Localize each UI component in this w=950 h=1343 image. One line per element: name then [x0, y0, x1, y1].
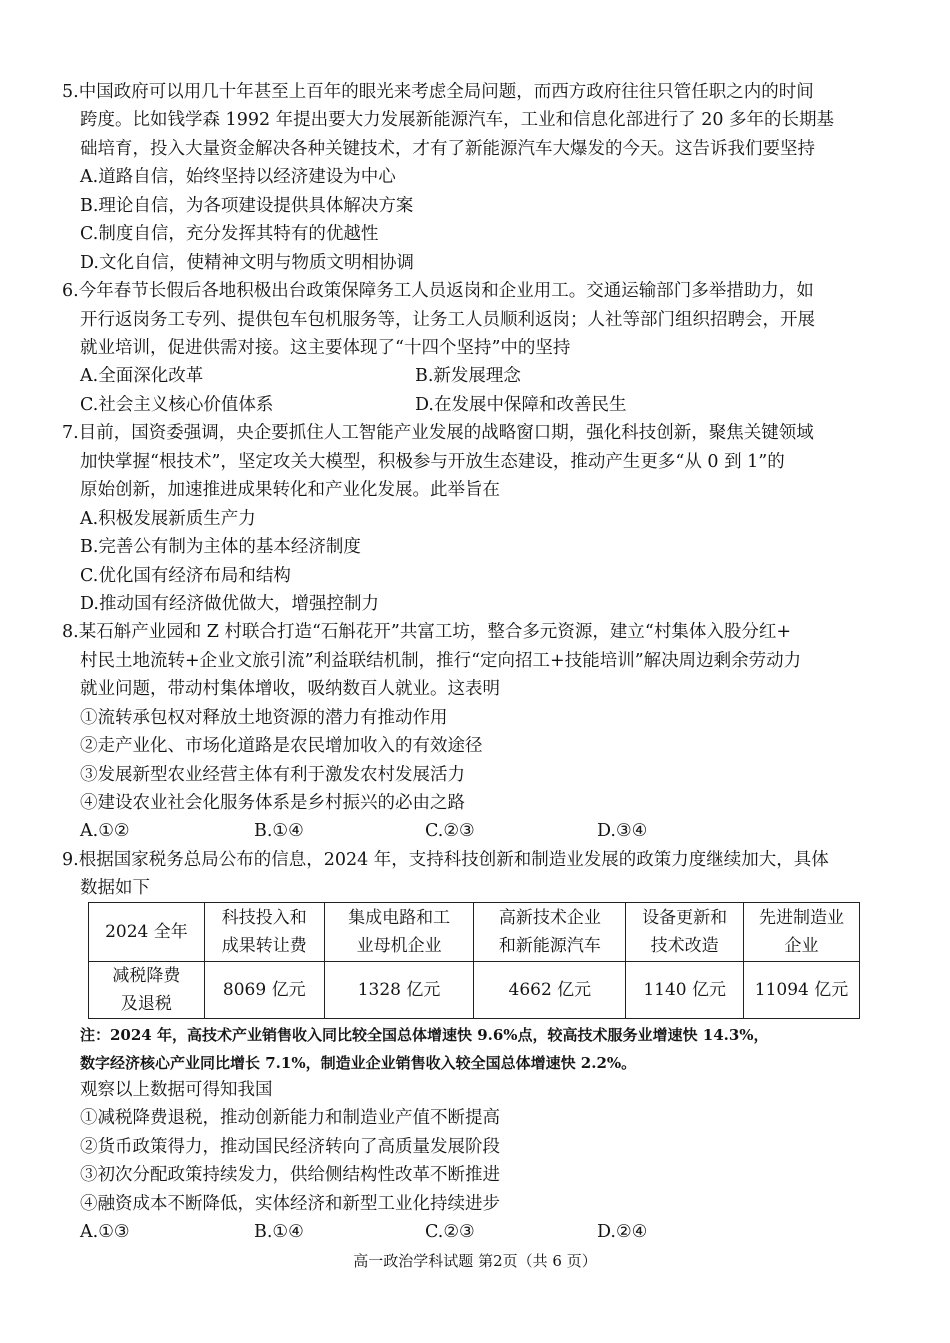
table-cell: 8069 亿元	[204, 962, 324, 1019]
table-cell: 11094 亿元	[744, 962, 860, 1019]
table-header-cell: 科技投入和 成果转让费	[204, 903, 324, 962]
q6-option-d: D.在发展中保障和改善民生	[415, 395, 627, 415]
q5-option-c: C.制度自信，充分发挥其特有的优越性	[80, 224, 379, 244]
q9-note-line-2: 数字经济核心产业同比增长 7.1%，制造业企业销售收入较全国总体增速快 2.2%。	[80, 1054, 637, 1072]
page-footer: 高一政治学科试题 第2页（共 6 页）	[353, 1252, 597, 1270]
q5-option-a: A.道路自信，始终坚持以经济建设为中心	[80, 167, 396, 187]
q6-stem-line-3: 就业培训，促进供需对接。这主要体现了“十四个坚持”中的坚持	[80, 338, 571, 358]
q8-option-b: B.①④	[254, 821, 304, 841]
tax-data-table	[88, 902, 860, 1019]
q8-stem-line-3: 就业问题，带动村集体增收，吸纳数百人就业。这表明	[80, 679, 500, 699]
table-cell: 1140 亿元	[626, 962, 744, 1019]
q9-stem-line-1: 9.根据国家税务总局公布的信息，2024 年，支持科技创新和制造业发展的政策力度继续加大，具体	[62, 850, 829, 870]
q6-option-b: B.新发展理念	[415, 366, 521, 386]
q9-lead: 观察以上数据可得知我国	[80, 1080, 273, 1100]
table-header-cell: 设备更新和 技术改造	[626, 903, 744, 962]
q5-stem-line-2: 跨度。比如钱学森 1992 年提出要大力发展新能源汽车，工业和信息化部进行了 20 多年的长期基	[80, 110, 835, 130]
q9-statement-1: ①减税降费退税，推动创新能力和制造业产值不断提高	[80, 1108, 500, 1128]
q8-option-d: D.③④	[597, 821, 648, 841]
q6-option-c: C.社会主义核心价值体系	[80, 395, 274, 415]
q9-statement-4: ④融资成本不断降低，实体经济和新型工业化持续进步	[80, 1194, 500, 1214]
q9-note-line-1: 注：2024 年，高技术产业销售收入同比较全国总体增速快 9.6%点，较高技术服务业增速快 14.3%，	[80, 1026, 769, 1044]
table-header-cell: 集成电路和工 业母机企业	[324, 903, 474, 962]
q7-option-d: D.推动国有经济做优做大，增强控制力	[80, 594, 379, 614]
q9-statement-3: ③初次分配政策持续发力，供给侧结构性改革不断推进	[80, 1165, 500, 1185]
q9-stem-line-2: 数据如下	[80, 878, 150, 898]
q8-statement-1: ①流转承包权对释放土地资源的潜力有推动作用	[80, 708, 448, 728]
q9-statement-2: ②货币政策得力，推动国民经济转向了高质量发展阶段	[80, 1137, 500, 1157]
q7-stem-line-1: 7.目前，国资委强调，央企要抓住人工智能产业发展的战略窗口期，强化科技创新，聚焦关键领域	[62, 423, 814, 443]
q9-option-c: C.②③	[425, 1222, 475, 1242]
q8-statement-2: ②走产业化、市场化道路是农民增加收入的有效途径	[80, 736, 483, 756]
table-header-row	[89, 903, 860, 962]
q7-option-c: C.优化国有经济布局和结构	[80, 566, 291, 586]
q9-option-d: D.②④	[597, 1222, 648, 1242]
q5-stem-line-3: 础培育，投入大量资金解决各种关键技术，才有了新能源汽车大爆发的今天。这告诉我们要坚持	[80, 139, 815, 159]
table-cell: 4662 亿元	[474, 962, 626, 1019]
table-row-label: 减税降费 及退税	[89, 962, 205, 1019]
q6-option-a: A.全面深化改革	[80, 366, 204, 386]
q7-stem-line-2: 加快掌握“根技术”，坚定攻关大模型，积极参与开放生态建设，推动产生更多“从 0 到 1”的	[80, 452, 785, 472]
q6-stem-line-2: 开行返岗务工专列、提供包车包机服务等，让务工人员顺利返岗；人社等部门组织招聘会，开展	[80, 310, 815, 330]
q7-option-a: A.积极发展新质生产力	[80, 509, 256, 529]
q7-option-b: B.完善公有制为主体的基本经济制度	[80, 537, 361, 557]
table-header-cell: 高新技术企业 和新能源汽车	[474, 903, 626, 962]
q5-stem-line-1: 5.中国政府可以用几十年甚至上百年的眼光来考虑全局问题，而西方政府往往只管任职之内的时间	[62, 82, 814, 102]
q6-stem-line-1: 6.今年春节长假后各地积极出台政策保障务工人员返岗和企业用工。交通运输部门多举措助力，如	[62, 281, 814, 301]
q5-option-d: D.文化自信，使精神文明与物质文明相协调	[80, 253, 414, 273]
q9-option-a: A.①③	[80, 1222, 130, 1242]
q5-option-b: B.理论自信，为各项建设提供具体解决方案	[80, 196, 414, 216]
q8-stem-line-2: 村民土地流转+企业文旅引流”利益联结机制，推行“定向招工+技能培训”解决周边剩余劳动力	[80, 651, 802, 671]
q8-stem-line-1: 8.某石斛产业园和 Z 村联合打造“石斛花开”共富工坊，整合多元资源，建立“村集体入股分红+	[62, 622, 791, 642]
q8-statement-3: ③发展新型农业经营主体有利于激发农村发展活力	[80, 765, 465, 785]
table-header-cell: 先进制造业 企业	[744, 903, 860, 962]
q8-statement-4: ④建设农业社会化服务体系是乡村振兴的必由之路	[80, 793, 465, 813]
q7-stem-line-3: 原始创新，加速推进成果转化和产业化发展。此举旨在	[80, 480, 500, 500]
q8-option-a: A.①②	[80, 821, 130, 841]
table-cell: 1328 亿元	[324, 962, 474, 1019]
q9-option-b: B.①④	[254, 1222, 304, 1242]
table-header-cell: 2024 全年	[89, 903, 205, 962]
q8-option-c: C.②③	[425, 821, 475, 841]
table-row	[89, 962, 860, 1019]
